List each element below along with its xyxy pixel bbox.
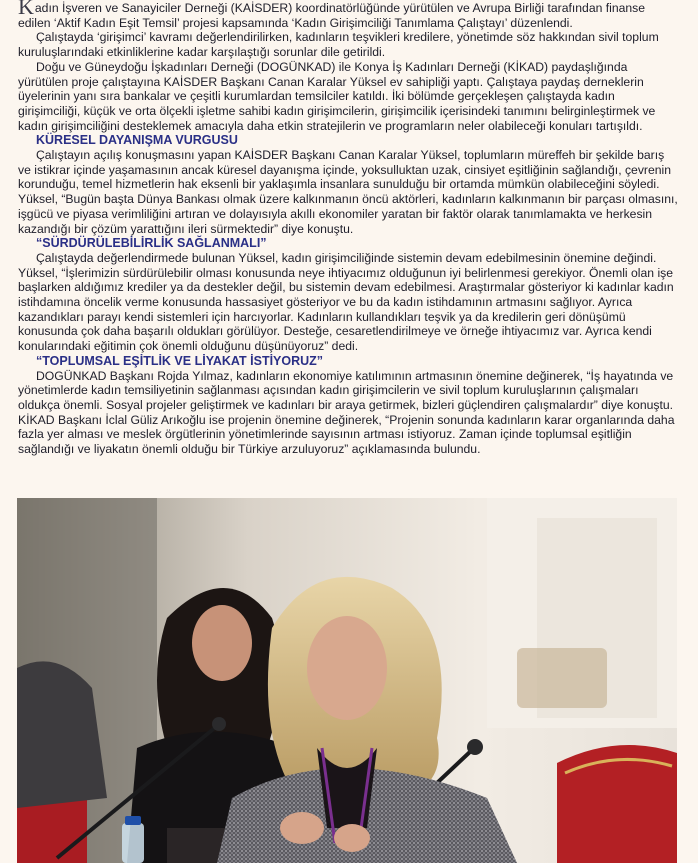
- section-heading-global-solidarity: KÜRESEL DAYANIŞMA VURGUSU: [36, 133, 238, 148]
- section-1-paragraph: Çalıştayın açılış konuşmasını yapan KAİSDER Başkanı Canan Karalar Yüksel, toplumların müreffeh bir şekilde barış ve istikrar içinde yaşamasının ancak küresel dayanışma içinde, yoksulluktan uzak, cinsiyet eşitliğinin sağlandığı, çevrenin korunduğu, temel hizmetlerin hak eksenli bir yaklaşımla insanlara sunulduğu bir ortamda mümkün olabileceğini söyledi. Yüksel, “Bugün başta Dünya Bankası olmak üzere kalkınmanın öncü aktörleri, kadınların kalkınmanın bir parçası olmasını, işgücü ve piyasa verimliliğini artıran ve dolayısıyla akıllı ekonomiler yaratan bir faktör olarak tanımlamakta ve herkesin kazandığı bir çözüm yarattığını ileri sürmektedir” diye konuştu.: [18, 148, 678, 236]
- intro-paragraph-3: Doğu ve Güneydoğu İşkadınları Derneği (DOGÜNKAD) ile Konya İş Kadınları Derneği (KİKAD) paydaşlığında yürütülen proje çalıştayına KAİSDER Başkanı Canan Karalar Yüksel ev sahipliği yaptı. Çalıştaya paydaş derneklerin üyelerinin yanı sıra bankalar ve çeşitli kurumlardan temsilciler katıldı. İki bölümde gerçekleşen çalıştayda kadın girişimciliği, küçük ve orta ölçekli işletme sahibi kadın girişimcilerin, girişimcilik içerisindeki tanımını belirginleştirmek ve kadın girişimciliğini desteklemek amacıyla daha etkin stratejilerin ve programların neler olabileceği konuları tartışıldı.: [18, 59, 656, 133]
- section-2-paragraph: Çalıştayda değerlendirmede bulunan Yüksel, kadın girişimciliğinde sistemin devam edebilmesinin önemine değindi. Yüksel, “İşlerimizin sürdürülebilir olması konusunda neye ihtiyacımız olduğunun iyi belirlenmesi gerekiyor. Önemli olan işe başlarken aldığımız krediler ya da destekler değil, bu sistemin devam edebilmesi. Araştırmalar gösteriyor ki kadınlar kadın istihdamına öncelik verme konusunda hassasiyet gösteriyor ve bu da kadın istihdamının artmasını sağlıyor. Ayrıca kazandıkları parayı kendi sistemleri için harcıyorlar. Kadınların kullandıkları teşvik ya da kredilerin geri dönüşümü konusunda çok daha başarılı oldukları görülüyor. Desteğe, cesaretlendirilmeye ve örneğe ihtiyacımız var. Ayrıca kendi konularındaki eğitimin çok önemli olduğunu düşünüyoruz” dedi.: [18, 250, 674, 354]
- workshop-photo: [17, 498, 677, 863]
- workshop-photo-illustration: [17, 498, 677, 863]
- section-heading-social-equality: “TOPLUMSAL EŞİTLİK VE LİYAKAT İSTİYORUZ”: [36, 353, 324, 368]
- section-3-paragraph: DOGÜNKAD Başkanı Rojda Yılmaz, kadınların ekonomiye katılımının artmasının önemine değinerek, “İş hayatında ve yönetimlerde kadın temsiliyetinin sağlanması açısından kadın girişimcilerin ve sivil toplum kuruluşlarının çalışmaları oldukça önemli. Sosyal projeler geliştirmek ve kadınları bir araya getirmek, bizleri güçlendiren çalışmalardır” diye konuştu. KİKAD Başkanı İclal Güliz Arıkoğlu ise projenin önemine değinerek, “Projenin sonunda kadınların karar organlarında daha fazla yer alması ve meslek örgütlerinin yönetimlerinde sayısının artması istiyoruz. Zaman içinde toplumsal eşitliğin sağlandığı ve liyakatın önemli olduğu bir Türkiye arzuluyoruz” açıklamasında bulundu.: [18, 368, 675, 457]
- intro-paragraph-1: [18, 0, 680, 30]
- article-body: [18, 0, 680, 457]
- intro-paragraph-2: Çalıştayda ‘girişimci’ kavramı değerlendirilirken, kadınların teşvikleri kredilere, yönetimde söz hakkından sivil toplum kuruluşlarındaki etkinliklerine kadar karşılaştığı sorunlar dile getirildi.: [18, 30, 659, 60]
- section-heading-sustainability: “SÜRDÜRÜLEBİLİRLİK SAĞLANMALI”: [36, 236, 267, 251]
- drop-cap: K: [18, 0, 34, 19]
- intro-paragraph-1-text: adın İşveren ve Sanayiciler Derneği (KAİSDER) koordinatörlüğünde yürütülen ve Avrupa Birliği tarafından finanse edilen ‘Aktif Kadın Eşit Temsil’ projesi kapsamında ‘Kadın Girişimciliği Tanımlama Çalıştayı’ düzenlendi.: [18, 1, 646, 30]
